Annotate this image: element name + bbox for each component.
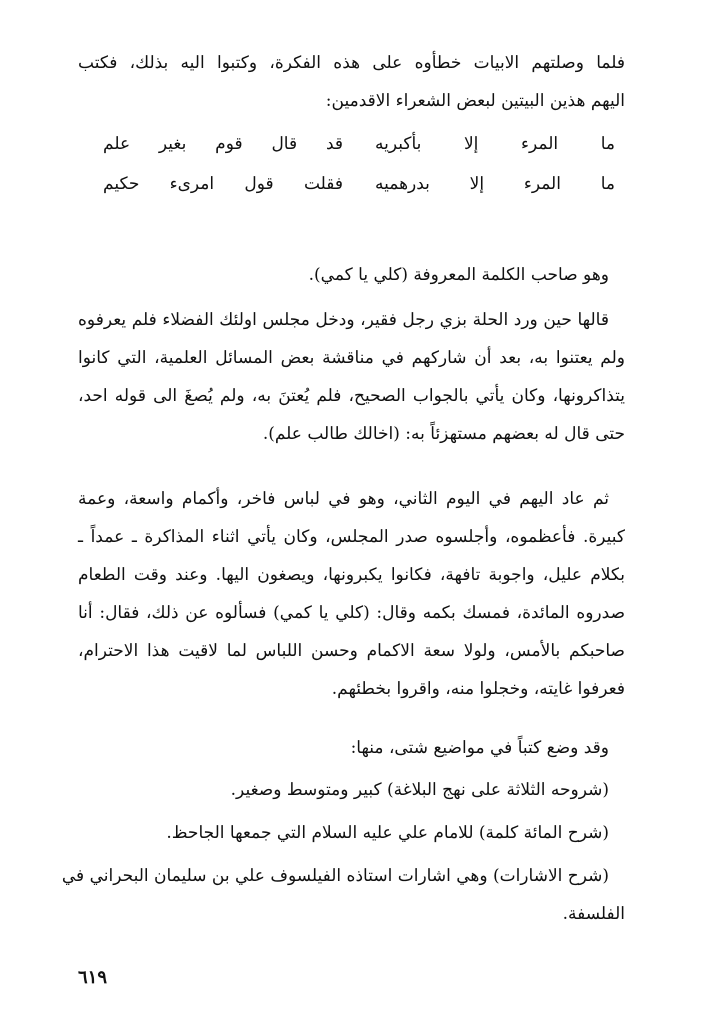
text-line: فلما وصلتهم الابيات خطأوه على هذه الفكرة، وكتبوا اليه بذلك، فكتب	[78, 53, 625, 73]
text-line: ولم يعتنوا به، بعد أن شاركهم في مناقشة بعض المسائل العلمية، التي كانوا	[78, 348, 625, 368]
verse-first-hemistich: قد قال قوم بغير علم	[103, 134, 343, 154]
verse-second-hemistich: ما المرء إلا بدرهميه	[375, 174, 615, 194]
text-line: اليهم هذين البيتين لبعض الشعراء الاقدمين:	[325, 91, 625, 111]
text-line: وهو صاحب الكلمة المعروفة (كلي يا كمي).	[308, 265, 609, 285]
text-line: صاحبكم بالأمس، ولولا سعة الاكمام وحسن اللباس لما لاقيت هذا الاحترام،	[78, 641, 625, 661]
verse-first-hemistich: فقلت قول امرىء حكيم	[103, 174, 343, 194]
text-line: بكلام عليل، واجوبة تافهة، فكانوا يكبرونها، ويصغون اليها. وعند وقت الطعام	[78, 565, 625, 585]
text-line: فعرفوا غايته، وخجلوا منه، واقروا بخطئهم.	[331, 679, 625, 699]
text-line: (شروحه الثلاثة على نهج البلاغة) كبير ومتوسط وصغير.	[230, 780, 609, 800]
text-line: (شرح الاشارات) وهي اشارات استاذه الفيلسوف علي بن سليمان البحراني في	[61, 866, 609, 886]
text-line: قالها حين ورد الحلة بزي رجل فقير، ودخل مجلس اولئك الفضلاء فلم يعرفوه	[78, 310, 609, 330]
text-line: الفلسفة.	[562, 904, 625, 924]
text-line: وقد وضع كتباً في مواضيع شتى، منها:	[350, 738, 609, 758]
text-line: كبيرة. فأعظموه، وأجلسوه صدر المجلس، وكان يأتي اثناء المذاكرة ـ عمداً ـ	[78, 527, 625, 547]
text-line: (شرح المائة كلمة) للامام علي عليه السلام التي جمعها الجاحظ.	[166, 823, 609, 843]
page-number: ٦١٩	[78, 967, 108, 988]
text-line: ثم عاد اليهم في اليوم الثاني، وهو في لباس فاخر، وأكمام واسعة، وعمة	[78, 489, 609, 509]
verse-second-hemistich: ما المرء إلا بأكبريه	[375, 134, 615, 154]
text-line: حتى قال له بعضهم مستهزئاً به: (اخالك طالب علم).	[262, 424, 625, 444]
text-line: يتذاكرونها، وكان يأتي بالجواب الصحيح، فلم يُعتنَ به، ولم يُصغَ الى قوله احد،	[78, 386, 625, 406]
text-line: صدروه المائدة، فمسك بكمه وقال: (كلي يا كمي) فسألوه عن ذلك، فقال: أنا	[78, 603, 625, 623]
